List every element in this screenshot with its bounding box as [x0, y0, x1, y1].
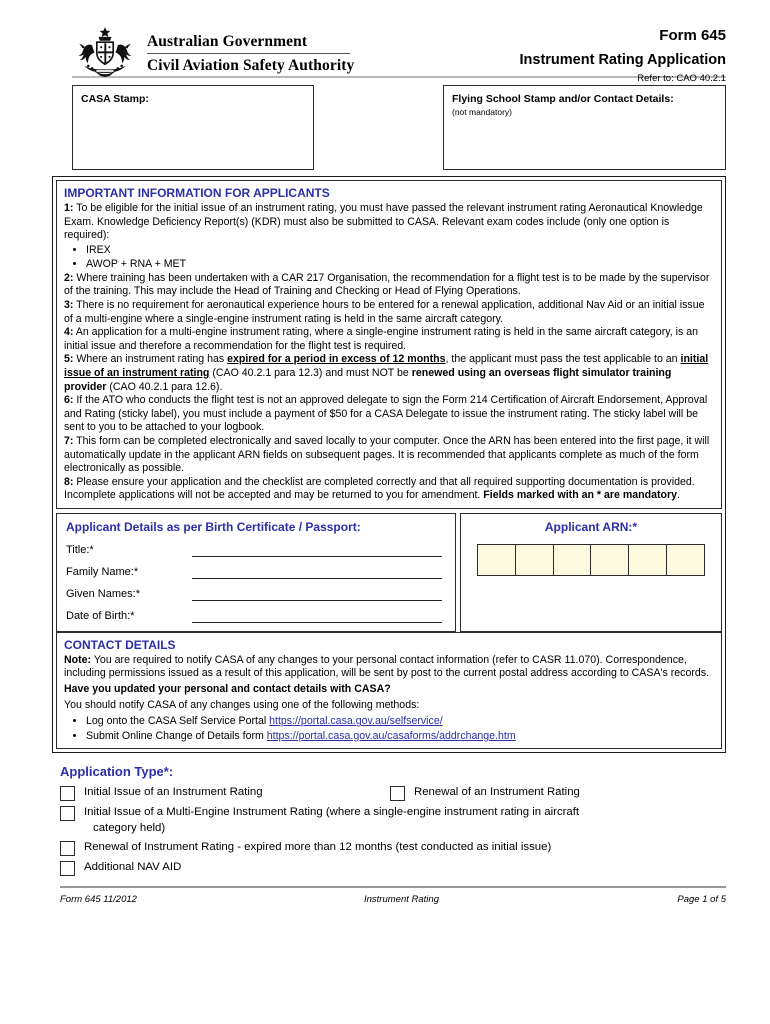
footer-form-version: Form 645 11/2012	[60, 893, 137, 905]
contact-question	[64, 683, 714, 697]
flying-school-stamp-sublabel: (not mandatory)	[452, 107, 512, 117]
casa-stamp-label: CASA Stamp:	[81, 93, 149, 105]
field-family-name-label: Family Name:*	[66, 565, 139, 578]
point-3-text: There is no requirement for aeronautical experience hours to be entered for a renewal application, additional Nav Aid or an initial issue of a multi-engine where a single-engine instrument rating is held in the same aircraft category.	[64, 298, 705, 325]
form-identification	[520, 24, 727, 85]
self-service-portal-link[interactable]: https://portal.casa.gov.au/selfservice/	[269, 715, 443, 728]
option-renewal-label: Renewal of an Instrument Rating	[414, 786, 580, 799]
footer-page-number: Page 1 of 5	[677, 893, 726, 905]
arn-input-group[interactable]	[477, 544, 705, 576]
list-item	[86, 729, 714, 744]
field-given-names[interactable]	[66, 587, 446, 601]
australian-coat-of-arms-icon	[72, 26, 138, 80]
contact-details-section	[56, 632, 722, 749]
field-date-of-birth[interactable]	[66, 609, 446, 623]
point-4-text: An application for a multi-engine instrument rating, where a single-engine instrument rating is held in the same aircraft category, is an initial issue and therefore a recommendation for the flight test is required.	[64, 326, 698, 352]
important-point-6	[64, 394, 714, 435]
point-6-text: If the ATO who conducts the flight test is not an approved delegate to sign the Form 214 Certification of Aircraft Endorsement, Approval and Rating (sticky label), you must include a payment of $50 for a CASA Delegate to issue the instrument rating. The sticky label will be sent to you to be attached to your logbook.	[64, 394, 708, 434]
field-title-input[interactable]	[192, 543, 442, 557]
form-title: Instrument Rating Application	[519, 52, 726, 68]
change-of-details-link[interactable]: https://portal.casa.gov.au/casaforms/addrchange.htm	[266, 729, 516, 742]
field-family-name[interactable]	[66, 565, 446, 579]
footer-document-name: Instrument Rating	[364, 893, 439, 905]
contact-methods-intro: You should notify CASA of any changes using one of the following methods:	[64, 698, 420, 711]
option-renewal-expired-label: Renewal of Instrument Rating - expired more than 12 months (test conducted as initial issue)	[84, 841, 552, 854]
arn-digit-1[interactable]	[478, 545, 516, 575]
list-item: • AWOP + RNA + MET	[86, 257, 714, 272]
option-additional-nav-aid-label: Additional NAV AID	[84, 861, 182, 874]
list-item	[86, 714, 714, 729]
option-multi-engine-label-wrap	[84, 805, 579, 836]
option-renewal[interactable]	[390, 785, 580, 801]
point-3-number: 3:	[64, 298, 74, 311]
checkbox-additional-nav-aid[interactable]	[60, 861, 75, 876]
form-refer-to: Refer to: CAO 40.2.1	[637, 73, 726, 84]
point-8-mandatory-note: Fields marked with an * are mandatory	[483, 489, 677, 502]
agency-brand	[72, 24, 354, 80]
contact-methods-list	[64, 714, 714, 743]
exam-codes-list	[64, 243, 714, 272]
point-8-text-a: Please ensure your application and the checklist are completed correctly and that all required supporting documentation is provided. Incomplete applications will not be accepted and may be returned to you for amendment.	[64, 475, 695, 502]
contact-question-text: Have you updated your personal and contact details with CASA?	[64, 683, 391, 696]
applicant-details-section	[56, 513, 456, 632]
option-multi-engine-label-line2: category held)	[93, 821, 166, 834]
important-point-4	[64, 326, 714, 353]
checkbox-renewal[interactable]	[390, 786, 405, 801]
point-5-emphasis-renewed-overseas: renewed using an overseas flight simulator training provider	[64, 366, 672, 393]
important-point-2	[64, 272, 714, 299]
point-5-text-e: (CAO 40.2.1 para 12.3) and must NOT be	[209, 366, 412, 379]
field-given-names-label: Given Names:*	[66, 587, 140, 600]
important-point-5	[64, 353, 714, 394]
contact-note-label: Note:	[64, 653, 92, 666]
important-information-heading: IMPORTANT INFORMATION FOR APPLICANTS	[64, 186, 330, 200]
field-date-of-birth-label: Date of Birth:*	[66, 609, 135, 622]
agency-name-block	[147, 24, 354, 75]
point-1-number: 1:	[64, 202, 74, 214]
applicant-details-row	[56, 513, 722, 632]
content-frame	[52, 176, 726, 753]
flying-school-stamp-label: Flying School Stamp and/or Contact Details:	[452, 93, 674, 105]
application-type-section	[60, 763, 726, 876]
page-header	[0, 0, 770, 84]
point-8-number: 8:	[64, 475, 74, 488]
application-type-heading: Application Type*:	[60, 764, 174, 780]
point-2-text: Where training has been undertaken with a CAR 217 Organisation, the recommendation for a flight test is to be made by the supervisor of the training. This may include the Head of Training and Checking or Head of Flying Operations.	[64, 271, 710, 298]
point-7-text: This form can be completed electronically and saved locally to your computer. Once the ARN has been entered into the first page, it will automatically update in the applicant ARN fields on subsequent pages. It is recommended that applicants complete as much of the form electronically as possible.	[64, 434, 710, 475]
application-type-row-1	[60, 785, 726, 801]
list-item: • IREX	[86, 243, 714, 258]
applicant-arn-heading: Applicant ARN:*	[544, 519, 638, 534]
point-5-emphasis-expired: expired for a period in excess of 12 months	[227, 353, 446, 366]
option-multi-engine-label: Initial Issue of a Multi-Engine Instrument Rating (where a single-engine instrument rating in aircraft	[84, 806, 580, 819]
important-information-section	[56, 180, 722, 509]
arn-digit-3[interactable]	[554, 545, 592, 575]
option-initial-issue[interactable]	[60, 785, 390, 801]
important-point-3	[64, 299, 714, 326]
application-type-row-2[interactable]	[60, 805, 726, 836]
checkbox-initial-issue[interactable]	[60, 786, 75, 801]
stamp-spacer	[314, 85, 443, 170]
field-title[interactable]	[66, 543, 446, 557]
checkbox-multi-engine-initial-issue[interactable]	[60, 806, 75, 821]
method-1-text: Log onto the CASA Self Service Portal	[86, 715, 270, 728]
contact-note	[64, 654, 714, 681]
arn-digit-2[interactable]	[516, 545, 554, 575]
important-point-1	[64, 202, 714, 243]
arn-digit-5[interactable]	[629, 545, 667, 575]
point-6-number: 6:	[64, 394, 74, 407]
applicant-details-heading: Applicant Details as per Birth Certificate / Passport:	[66, 519, 361, 534]
australian-government-label: Australian Government	[147, 33, 350, 54]
application-type-row-3[interactable]	[60, 840, 726, 856]
stamp-row	[72, 85, 726, 170]
page-footer	[60, 893, 726, 906]
point-5-text-g: (CAO 40.2.1 para 12.6).	[106, 380, 223, 393]
point-2-number: 2:	[64, 271, 74, 284]
field-family-name-input[interactable]	[192, 565, 442, 579]
applicant-arn-section	[460, 513, 722, 632]
point-5-text-a: Where an instrument rating has	[73, 353, 228, 366]
field-title-label: Title:*	[66, 543, 94, 556]
option-initial-issue-label: Initial Issue of an Instrument Rating	[84, 786, 263, 799]
point-8-text-c: .	[677, 489, 680, 502]
point-1-text: To be eligible for the initial issue of an instrument rating, you must have passed the relevant instrument rating Aeronautical Knowledge Exam. Knowledge Deficiency Report(s) (KDR) must also be submitted to CASA. Relevant exam codes include (only one option is required):	[64, 202, 703, 242]
checkbox-renewal-expired-12-months[interactable]	[60, 841, 75, 856]
point-5-number: 5:	[64, 353, 74, 366]
contact-note-text: You are required to notify CASA of any changes to your personal contact information (refer to CASR 11.070). Correspondence, including permissions issued as a result of this application, will be sent by post to the current postal address according to CASA's records.	[64, 653, 710, 680]
field-date-of-birth-input[interactable]	[192, 609, 442, 623]
contact-details-heading: CONTACT DETAILS	[64, 637, 176, 652]
casa-stamp-box[interactable]	[72, 85, 314, 170]
method-2-text: Submit Online Change of Details form	[86, 729, 267, 742]
casa-label: Civil Aviation Safety Authority	[147, 57, 355, 74]
footer-divider	[60, 886, 726, 887]
point-5-text-c: , the applicant must pass the test applicable to an	[445, 353, 681, 366]
point-4-number: 4:	[64, 326, 74, 339]
point-7-number: 7:	[64, 434, 74, 447]
point-5-emphasis-initial-issue: initial issue of an instrument rating	[64, 353, 709, 379]
form-number: Form 645	[659, 27, 726, 44]
important-point-8	[64, 476, 714, 503]
arn-digit-4[interactable]	[591, 545, 629, 575]
arn-digit-6[interactable]	[667, 545, 704, 575]
flying-school-stamp-box[interactable]	[443, 85, 726, 170]
field-given-names-input[interactable]	[192, 587, 442, 601]
important-point-7	[64, 435, 714, 476]
application-type-row-4[interactable]	[60, 860, 726, 876]
